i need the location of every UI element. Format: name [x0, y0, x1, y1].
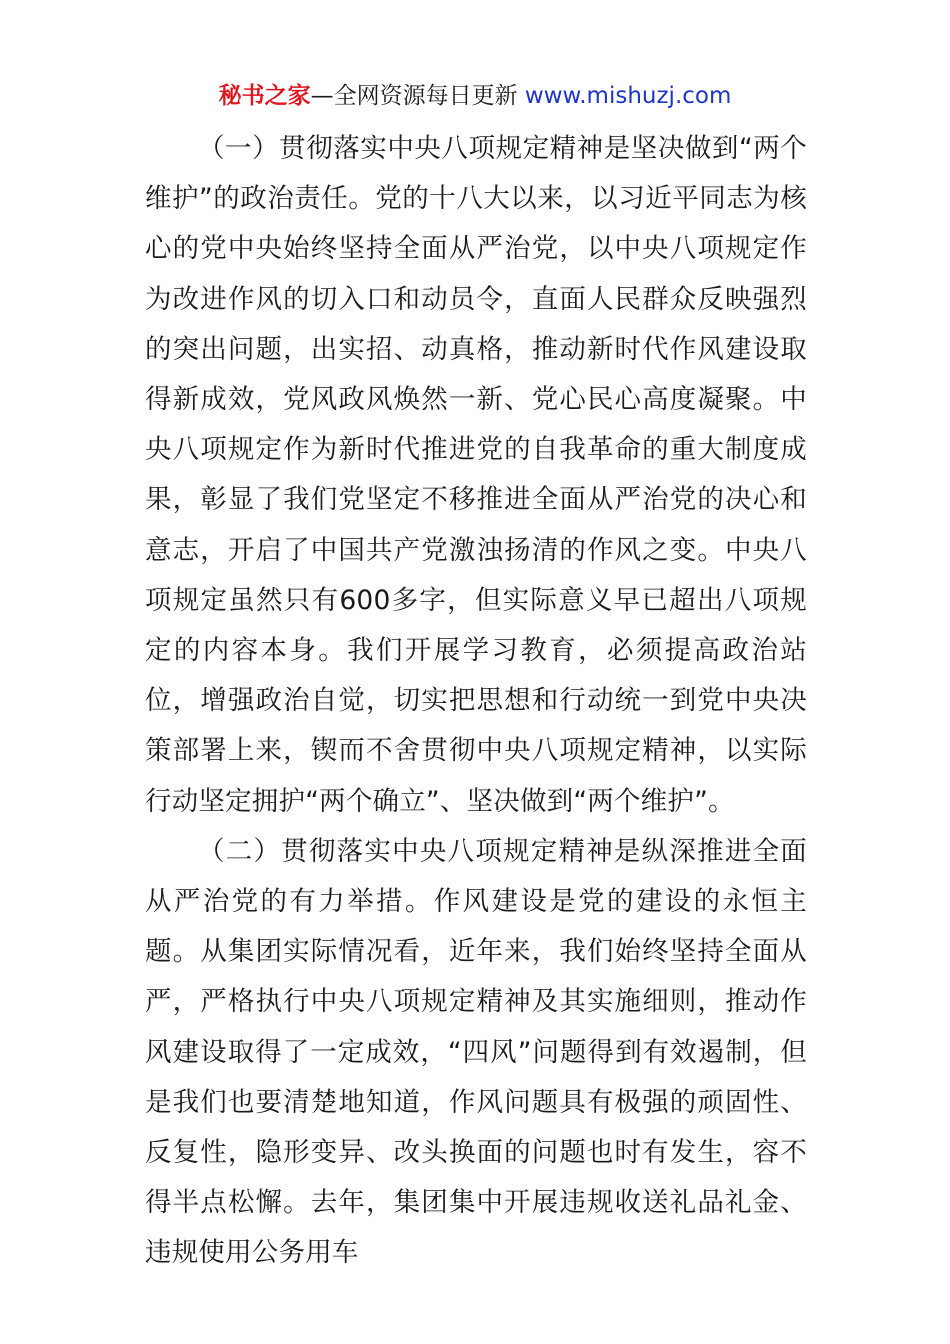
header-brand: 秘书之家 — [218, 83, 311, 109]
header-tagline: —全网资源每日更新 — [310, 83, 525, 109]
document-body — [145, 124, 807, 1279]
page-header — [0, 80, 950, 112]
paragraph-2: （二）贯彻落实中央八项规定精神是纵深推进全面从严治党的有力举措。作风建设是党的建设的永恒主题。从集团实际情况看，近年来，我们始终坚持全面从严，严格执行中央八项规定精神及其实施细则，推动作风建设取得了一定成效，“四风”问题得到有效遏制，但是我们也要清楚地知道，作风问题具有极强的顽固性、反复性，隐形变异、改头换面的问题也时有发生，容不得半点松懈。去年，集团集中开展违规收送礼品礼金、违规使用公务用车 — [145, 835, 807, 1269]
paragraph-1: （一）贯彻落实中央八项规定精神是坚决做到“两个维护”的政治责任。党的十八大以来，以习近平同志为核心的党中央始终坚持全面从严治党，以中央八项规定作为改进作风的切入口和动员令，直面人民群众反映强烈的突出问题，出实招、动真格，推动新时代作风建设取得新成效，党风政风焕然一新、党心民心高度凝聚。中央八项规定作为新时代推进党的自我革命的重大制度成果，彰显了我们党坚定不移推进全面从严治党的决心和意志，开启了中国共产党激浊扬清的作风之变。中央八项规定虽然只有600多字，但实际意义早已超出八项规定的内容本身。我们开展学习教育，必须提高政治站位，增强政治自觉，切实把思想和行动统一到党中央决策部署上来，锲而不舍贯彻中央八项规定精神，以实际行动坚定拥护“两个确立”、坚决做到“两个维护”。 — [145, 133, 807, 817]
header-site-link[interactable]: www.mishuzj.com — [524, 83, 732, 109]
